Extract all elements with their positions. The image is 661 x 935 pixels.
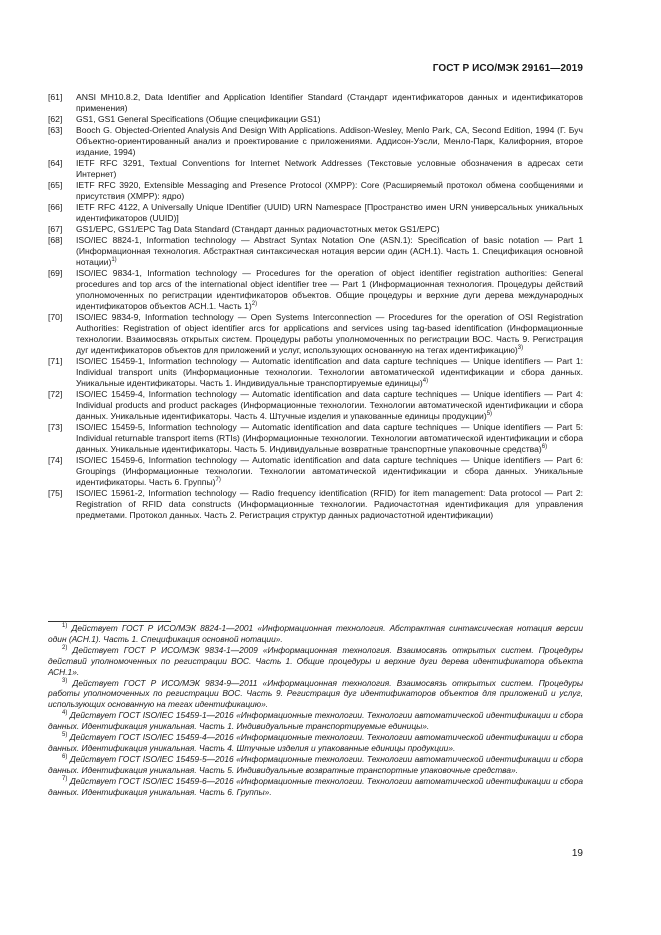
footnote-text: Действует ГОСТ ISO/IEC 15459-1—2016 «Информационные технологии. Технологии автоматической идентификации и сбора данных. Идентификация уникальная. Часть 1. Индивидуальные транспортируемые единицы».	[48, 710, 584, 732]
reference-text: ANSI MH10.8.2, Data Identifier and Application Identifier Standard (Стандарт идентификаторов данных и идентификаторов применения)	[76, 92, 583, 113]
reference-number: [68]	[48, 235, 63, 245]
reference-text: ISO/IEC 15459-1, Information technology — Automatic identification and data capture techniques — Unique identifiers — Part 1: Individual transport units (Информационные технологии. Технологии автоматической идентификации и сбора данных. Уникальные идентификаторы. Часть 1. Индивидуальные транспортируемые единицы)	[76, 356, 583, 388]
reference-number: [66]	[48, 202, 63, 212]
reference-item	[48, 356, 583, 389]
reference-number: [75]	[48, 488, 63, 498]
reference-number: [67]	[48, 224, 63, 234]
footnote-mark: 2)	[62, 644, 68, 651]
reference-item	[48, 455, 583, 488]
reference-text: ISO/IEC 15459-5, Information technology — Automatic identification and data capture techniques — Unique identifiers — Part 5: Individual returnable transport items (RTIs) (Информационные технологии. Технологии автоматической идентификации и сбора данных. Уникальные идентификаторы. Часть 5. Индивидуальные возвратные транспортные упаковочные средства)	[76, 422, 583, 454]
footnote-text: Действует ГОСТ Р ИСО/МЭК 8824-1—2001 «Информационная технология. Абстрактная синтаксическая нотация версии один (АСН.1). Часть 1. Спецификация основной нотации».	[48, 623, 583, 644]
footnote-text: Действует ГОСТ Р ИСО/МЭК 9834-1—2009 «Информационная технология. Взаимосвязь открытых систем. Процедуры действий уполномоченных по регистрации ВОС. Часть 1. Общие процедуры и верхние дуги дерева идентификатора объекта АСН.1».	[48, 644, 584, 677]
reference-text: ISO/IEC 9834-9, Information technology — Open Systems Interconnection — Procedures for the operation of OSI Registration Authorities: Registration of object identifier arcs for applications and services using tag-based identification (Информационные технологии. Взаимосвязь открытых систем. Процедуры работы уполномоченных по регистрации ВОС. Часть 9. Регистрация дуг идентификаторов объектов для приложений и услуг, использующих основанную на тегах идентификацию)	[76, 312, 583, 355]
reference-item	[48, 488, 583, 521]
footnote-mark: 4)	[62, 710, 68, 717]
reference-number: [63]	[48, 125, 63, 135]
footnote-mark: 1)	[62, 623, 68, 629]
reference-text: ISO/IEC 15459-6, Information technology — Automatic identification and data capture techniques — Unique identifiers — Part 6: Groupings (Информационные технологии. Технологии автоматической идентификации и сбора данных. Уникальные идентификаторы. Часть 6. Группы)	[76, 455, 583, 487]
reference-number: [69]	[48, 268, 63, 278]
reference-item	[48, 114, 583, 125]
reference-text: GS1, GS1 General Specifications (Общие спецификации GS1)	[76, 114, 321, 124]
footnote-text: Действует ГОСТ Р ИСО/МЭК 9834-9—2011 «Информационная технология. Взаимосвязь открытых систем. Процедуры работы уполномоченных по регистрации ВОС. Часть 9. Регистрация дуг идентификаторов объектов для приложений и услуг, использующих основанную на тегах идентификацию».	[48, 677, 584, 710]
reference-number: [61]	[48, 92, 63, 102]
reference-text: ISO/IEC 15961-2, Information technology — Radio frequency identification (RFID) for item management: Data protocol — Part 2: Registration of RFID data constructs (Информационные технологии. Радиочастотная идентификация для управления предметами. Протокол данных. Часть 2. Регистрация структур данных радиочастотной идентификации)	[76, 488, 583, 520]
footnote-marker: 4)	[422, 378, 429, 384]
reference-text: IETF RFC 3920, Extensible Messaging and Presence Protocol (XMPP): Core (Расширяемый протокол обмена сообщениями и присутствия (XMPP): ядро)	[76, 180, 583, 201]
reference-list	[48, 92, 583, 521]
footnote-marker: 3)	[517, 345, 524, 351]
footnote	[48, 754, 583, 776]
reference-item	[48, 92, 583, 114]
reference-number: [70]	[48, 312, 63, 322]
reference-item	[48, 268, 583, 312]
reference-text: IETF RFC 4122, A Universally Unique IDentifier (UUID) URN Namespace [Пространство имен URN универсальных уникальных идентификаторов (UUID)]	[76, 202, 583, 223]
page-number: 19	[571, 848, 583, 859]
footnote	[48, 710, 583, 732]
reference-item	[48, 180, 583, 202]
footnote-text: Действует ГОСТ ISO/IEC 15459-6—2016 «Информационные технологии. Технологии автоматической идентификации и сбора данных. Идентификация уникальная. Часть 6. Группы».	[48, 775, 584, 797]
reference-number: [74]	[48, 455, 63, 465]
reference-item	[48, 312, 583, 356]
reference-text: ISO/IEC 8824-1, Information technology — Abstract Syntax Notation One (ASN.1): Specification of basic notation — Part 1 (Информационная технология. Абстрактная синтаксическая нотация версии один (АСН.1). Часть 1. Спецификация основной нотации)	[76, 235, 583, 267]
reference-number: [65]	[48, 180, 63, 190]
reference-text: Booch G. Objected-Oriented Analysis And Design With Applications. Addison-Wesley, Menlo Park, CA, Second Edition, 1994 (Г. Буч Объектно-ориентированный анализ и проектирование с приложениями. Аддисон-Уэсли, Менло-Парк, Калифорния, второе издание, 1994)	[76, 125, 583, 157]
reference-text: GS1/EPC, GS1/EPC Tag Data Standard (Стандарт данных радиочастотных меток GS1/EPC)	[76, 224, 440, 234]
footnote	[48, 623, 583, 645]
footnote	[48, 776, 583, 798]
footnote-divider	[48, 621, 171, 622]
footnote	[48, 645, 583, 678]
footnote-marker: 5)	[486, 411, 493, 417]
reference-number: [62]	[48, 114, 63, 124]
reference-text: ISO/IEC 9834-1, Information technology — Procedures for the operation of object identifier registration authorities: General procedures and top arcs of the international object identifier tree — Part 1 (Информационная технология. Процедуры действий уполномоченных по регистрации идентификаторов объектов. Общие процедуры и верхние дуги дерева международных идентификаторов объектов АСН.1. Часть 1)	[76, 268, 583, 311]
footnote	[48, 678, 583, 711]
reference-item	[48, 422, 583, 455]
reference-number: [64]	[48, 158, 63, 168]
reference-item	[48, 224, 583, 235]
footnote-mark: 6)	[62, 753, 68, 760]
reference-item	[48, 125, 583, 158]
footnotes	[48, 623, 583, 798]
footnote-mark: 7)	[62, 775, 68, 782]
footnote-marker: 7)	[215, 477, 221, 483]
footnote-marker: 6)	[541, 444, 548, 450]
page-header: ГОСТ Р ИСО/МЭК 29161—2019	[432, 63, 583, 74]
footnote-mark: 5)	[62, 732, 68, 739]
reference-item	[48, 235, 583, 268]
reference-number: [72]	[48, 389, 63, 399]
reference-text: IETF RFC 3291, Textual Conventions for Internet Network Addresses (Текстовые условные обозначения в адресах сети Интернет)	[76, 158, 583, 179]
reference-item	[48, 389, 583, 422]
footnote-marker: 1)	[111, 257, 117, 263]
footnote-mark: 3)	[62, 677, 68, 684]
reference-item	[48, 158, 583, 180]
footnote-text: Действует ГОСТ ISO/IEC 15459-5—2016 «Информационные технологии. Технологии автоматической идентификации и сбора данных. Идентификация уникальная. Часть 5. Индивидуальные возвратные транспортные упаковочные средства».	[48, 753, 584, 775]
footnote	[48, 732, 583, 754]
reference-item	[48, 202, 583, 224]
footnote-text: Действует ГОСТ ISO/IEC 15459-4—2016 «Информационные технологии. Технологии автоматической идентификации и сбора данных. Идентификация уникальная. Часть 4. Штучные изделия и упакованные единицы продукции».	[48, 732, 584, 753]
reference-number: [71]	[48, 356, 63, 366]
reference-number: [73]	[48, 422, 63, 432]
reference-text: ISO/IEC 15459-4, Information technology — Automatic identification and data capture techniques — Unique identifiers — Part 4: Individual products and product packages (Информационные технологии. Технологии автоматической идентификации и сбора данных. Уникальные идентификаторы. Часть 4. Штучные изделия и упакованные единицы продукции)	[76, 389, 583, 421]
footnote-marker: 2)	[251, 301, 258, 307]
